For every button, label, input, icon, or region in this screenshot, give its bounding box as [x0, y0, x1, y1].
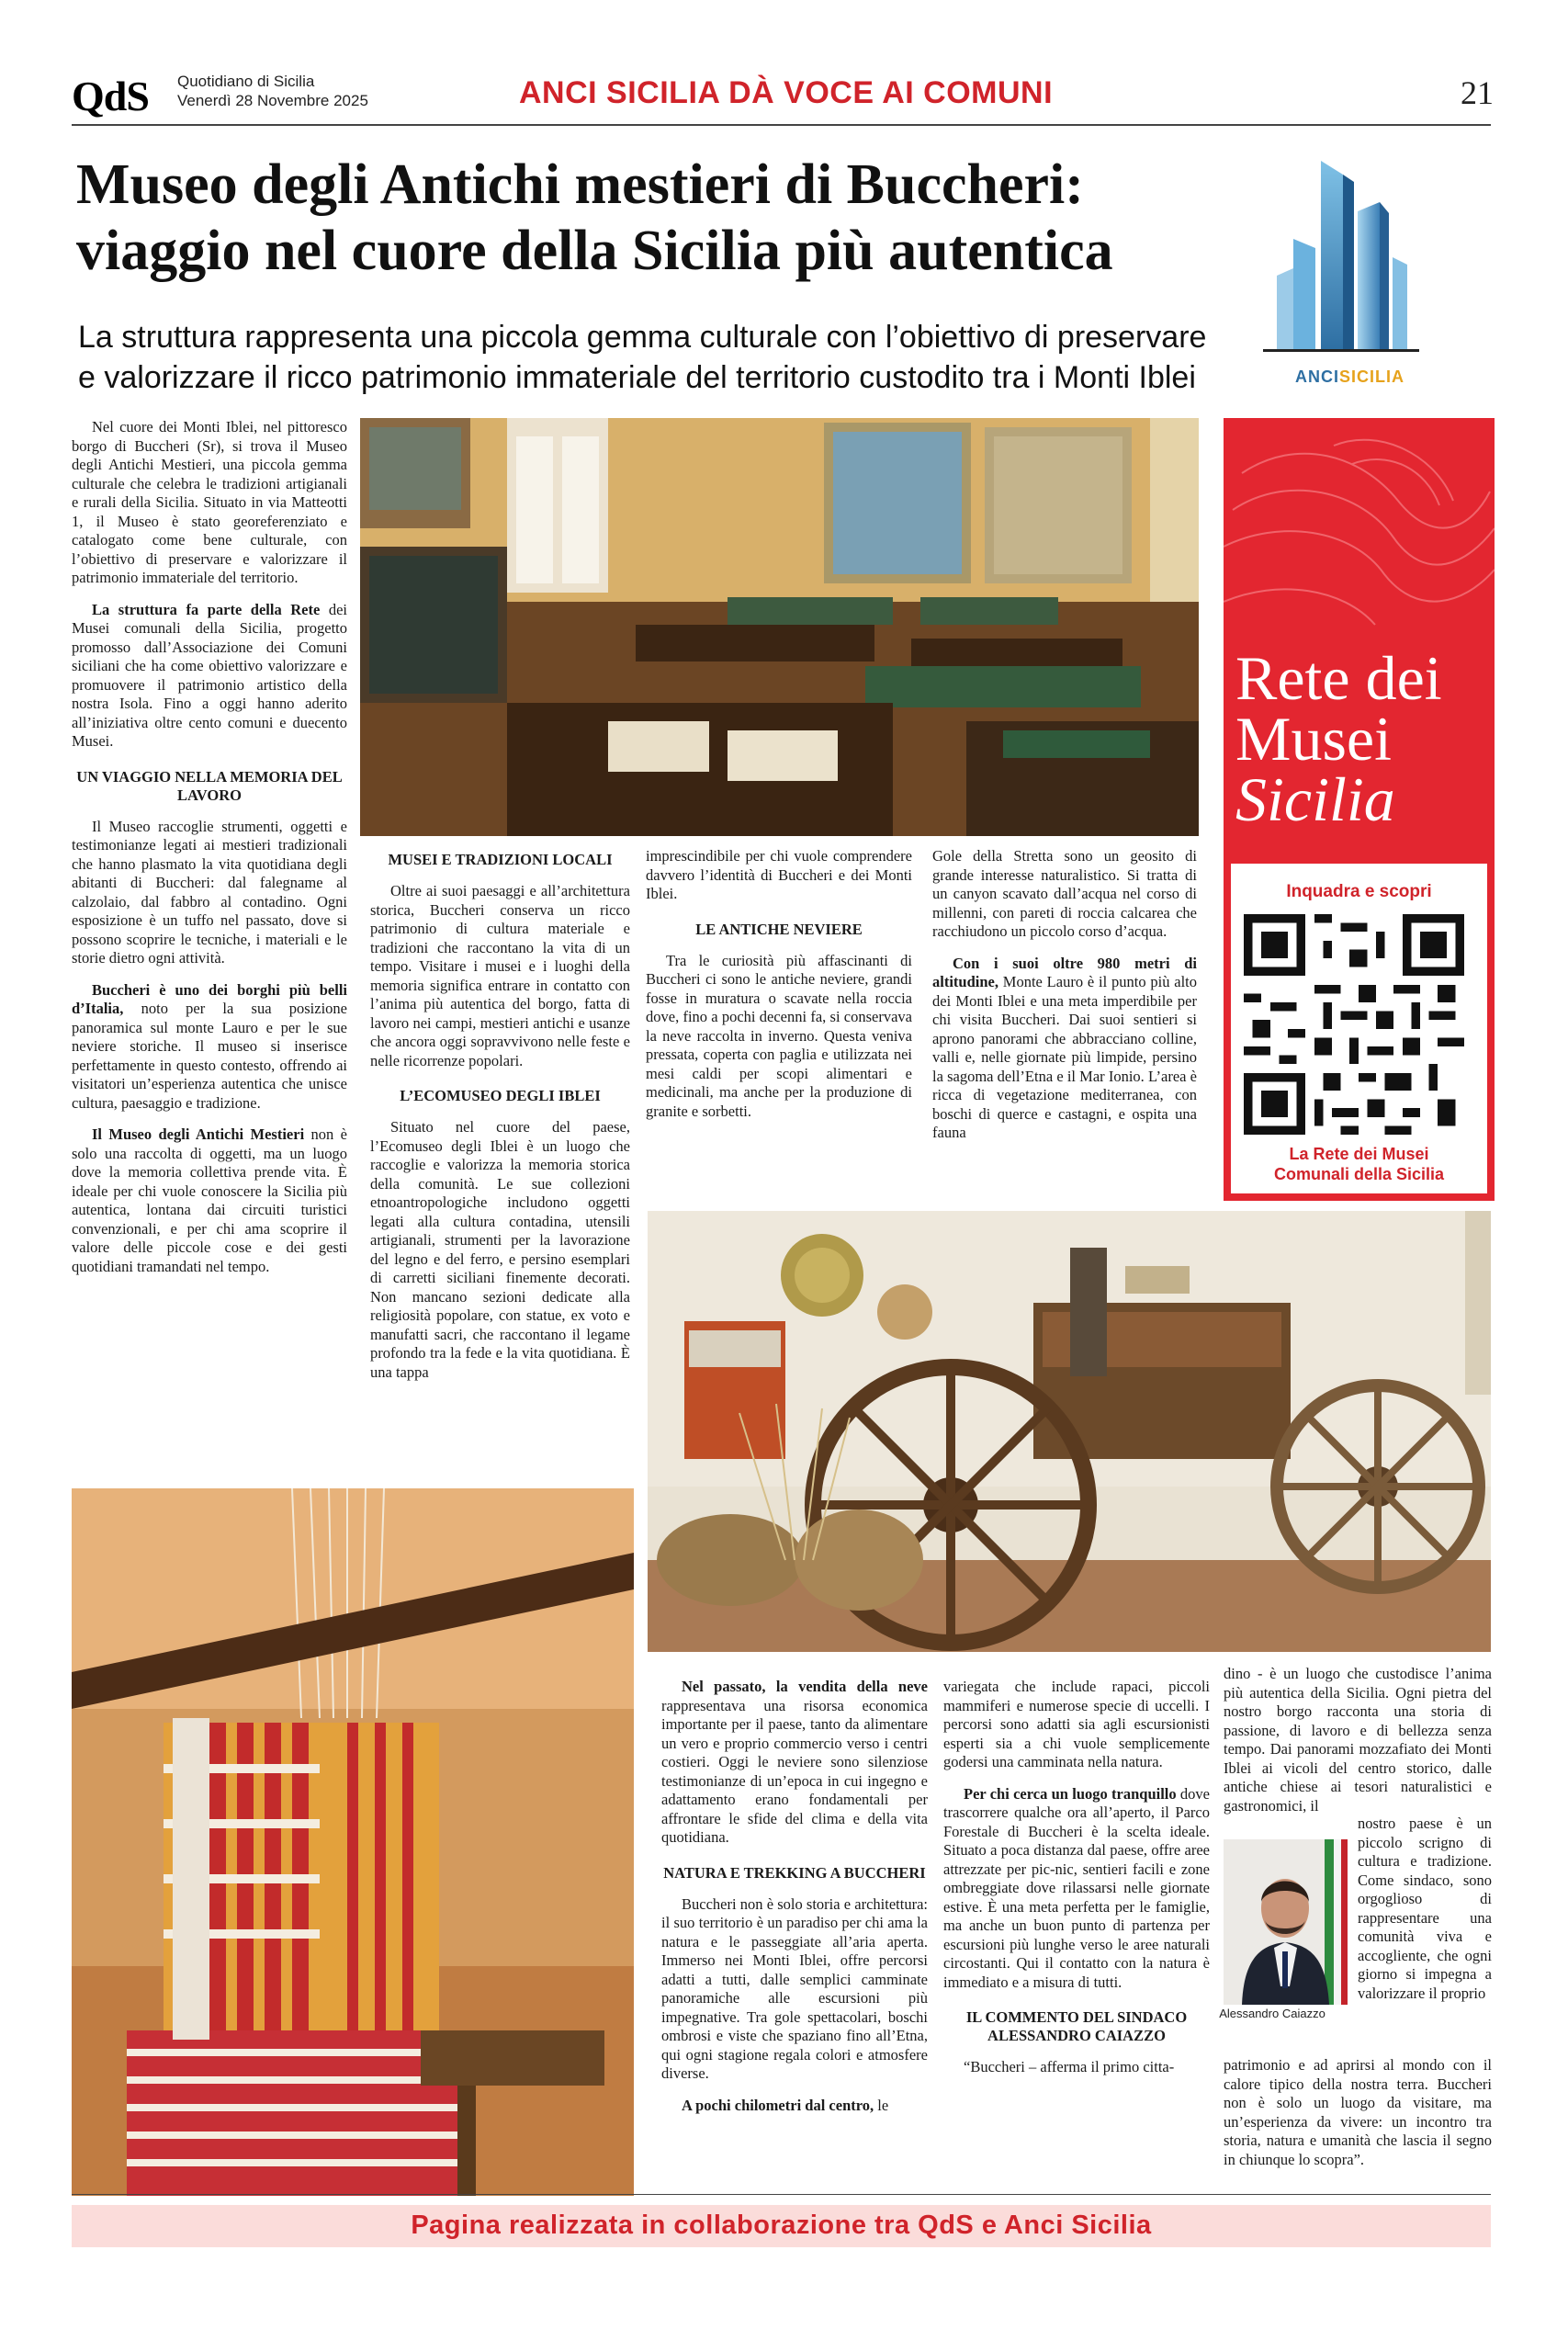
ad-footer-text — [1231, 1144, 1487, 1184]
issue-date: Venerdì 28 Novembre 2025 — [177, 92, 368, 109]
subheading: UN VIAGGIO NELLA MEMORIA DEL LAVORO — [76, 767, 343, 804]
paragraph — [661, 2097, 928, 2116]
page-number: 21 — [1461, 74, 1494, 111]
paragraph-text: dei Musei comunali della Sicilia, progetto promosso dall’Associazione dei Comuni siciliani che ha come obiettivo valorizzare e promuovere il patrimonio artistico della nostra Isola. Fino a oggi hanno aderito all’iniziativa oltre cento comuni e duecento Musei. — [72, 600, 348, 750]
article-column-1 — [72, 418, 347, 1289]
paragraph-text: Monte Lauro è il punto più alto dei Monti Iblei e una meta imperdibile per chi visita Buccheri. Dai suoi sentieri si aprono panorami che abbracciano colline, valli e, nelle giornate più limpide, persino la sagoma dell’Etna e il Mar Ionio. L’area è ricca di vegetazione mediterranea, con boschi di querce e castagni, e ospita una fauna — [932, 973, 1197, 1141]
ad-title — [1235, 643, 1442, 834]
paragraph-text: dove trascorrere qualche ora all’aperto, il Parco Forestale di Buccheri è la scelta ideale. Situato a poca distanza dal paese, offre aree attrezzate per pic-nic, sentieri facili e zone ombreggiate dove rilassarsi nelle giornate estive. È una meta perfetta per le famiglie, ma anche un buon punto di partenza per escursioni più lunghe verso le aree naturali circostanti. Qui il contatto con la natura è immediato e a misura di tutti. — [943, 1784, 1210, 1991]
paragraph — [943, 1785, 1210, 1993]
paragraph: Il Museo raccoglie strumenti, oggetti e testimonianze legati ai mestieri tradizionali che hanno plasmato la vita quotidiana degli abitanti di Buccheri: dal falegname al calzolaio, dal fabbro al contadino. Ogni esposizione è un tuffo nel passato, dove si possono scoprire le tecniche, i materiali e le storie dietro ogni attività. — [72, 817, 347, 967]
section-title: ANCI SICILIA DÀ VOCE AI COMUNI — [519, 75, 1054, 110]
paragraph: patrimonio e ad aprirsi al mondo con il calore tipico della nostra terra. Buccheri non è solo un luogo da visitare, ma un’esperienza da vivere: un incontro tra storia, natura e umanità che lascia il segno in chiunque lo scopra”. — [1224, 2056, 1492, 2168]
paragraph: Nel cuore dei Monti Iblei, nel pittoresco borgo di Buccheri (Sr), si trova il Museo degli Antichi Mestieri, una piccola gemma culturale che celebra le tradizioni artigianali e rurali della Sicilia. Situato in via Matteotti 1, il Museo è stato georeferenziato e catalogato come bene culturale, con l’obiettivo di preservare e valorizzare il patrimonio immateriale del territorio. — [72, 418, 347, 586]
lead-in: Nel passato, la vendita della neve — [682, 1678, 928, 1695]
subheadline — [78, 317, 1235, 398]
lead-in: Con i suoi oltre 980 metri di altitudine, — [932, 954, 1197, 990]
article-column-6 — [943, 1678, 1210, 2090]
subhead-line-1: La struttura rappresenta una piccola gemma culturale con l’obiettivo di preservare — [78, 320, 1207, 355]
lead-in: Il Museo degli Antichi Mestieri — [92, 1125, 305, 1143]
paragraph: variegata che include rapaci, piccoli mammiferi e numerose specie di uccelli. I percorsi sono adatti sia agli escursionisti esperti sia a chi vuole semplicemente godersi una camminata nella natura. — [943, 1678, 1210, 1770]
photo-mayor-portrait — [1224, 1839, 1348, 2005]
paragraph: Oltre ai suoi paesaggi e all’architettura storica, Buccheri conserva un ricco patrimonio di cultura materiale e tradizioni che raccontano la vita di un tempo. Visitare i musei e i luoghi della memoria significa entrare in contatto con l’anima più autentica del borgo, fatta di lavoro nei campi, mestieri antichi e usanze che ancora oggi sopravvivono nelle feste e nelle ricorrenze popolari. — [370, 882, 630, 1069]
ad-call-to-action: Inquadra e scopri — [1286, 882, 1432, 901]
footer-text: Pagina realizzata in collaborazione tra QdS e Anci Sicilia — [411, 2211, 1152, 2240]
paragraph: Gole della Stretta sono un geosito di grande interesse naturalistico. Si tratta di un canyon scavato dall’acqua nel corso di millenni, con pareti di roccia calcarea che racchiudono un piccolo corso d’acqua. — [932, 847, 1197, 940]
lead-in: A pochi chilometri dal centro, — [682, 2096, 874, 2114]
headline — [76, 152, 1234, 284]
article-column-4 — [932, 847, 1197, 1156]
paragraph-text: non è solo una raccolta di oggetti, ma un luogo dove la memoria collettiva prende vita. È ideale per chi vuole conoscere la Sicilia più autentica, lontana dai circuiti turistici convenzionali, e per chi ama scoprire il valore delle piccole cose e dei gesti quotidiani tramandati nel tempo. — [72, 1125, 347, 1275]
paragraph-text: rappresentava una risorsa economica importante per il paese, tanto da alimentare un vero e proprio commercio verso i centri costieri. Oggi le neviere sono silenziose testimonianze di un’epoca in cui ingegno e adattamento erano fondamentali per affrontare le sfide del clima e della vita quotidiana. — [661, 1696, 928, 1846]
paragraph-text: le — [877, 2096, 889, 2114]
subhead-line-2: e valorizzare il ricco patrimonio immateriale del territorio custodito tra i Monti Iblei — [78, 360, 1196, 395]
newspaper-logo: QdS — [72, 73, 149, 119]
paragraph: nostro paese è un piccolo scrigno di cultura e tradizione. Come sindaco, sono orgoglioso di rappresentare una comunità viva e accogliente, che ogni giorno si impegna a valorizzare il proprio — [1358, 1815, 1492, 2002]
paragraph — [72, 1125, 347, 1276]
footer-rule — [72, 2194, 1491, 2195]
paragraph: Tra le curiosità più affascinanti di Buccheri ci sono le antiche neviere, grandi fosse in muratura o scavate nella roccia dove, fino a pochi decenni fa, si conservava la neve raccolta in inverno. Questa veniva pressata, coperta con paglia e utilizzata nei mesi caldi per scopi alimentari e medicinali, ma anche per la produzione di granite e sorbetti. — [646, 951, 912, 1120]
paragraph: imprescindibile per chi vuole comprendere davvero l’identità di Buccheri e dei Monti Iblei. — [646, 847, 912, 902]
lead-in: Per chi cerca un luogo tranquillo — [964, 1784, 1177, 1803]
subheading: L’ECOMUSEO DEGLI IBLEI — [400, 1087, 601, 1104]
paragraph-text: noto per la sua posizione panoramica sul monte Lauro e per le sue neviere storiche. Il museo si inserisce perfettamente in questo contesto, offrendo ai visitatori un’esperienza autentica che unisce cultura, paesaggio e tradizione. — [72, 1000, 348, 1112]
subheading: LE ANTICHE NEVIERE — [695, 920, 863, 938]
photo-weaving-loom — [72, 1488, 634, 2196]
paragraph — [932, 955, 1197, 1143]
lead-in: La struttura fa parte della Rete — [92, 600, 321, 618]
ad-title-line: Rete dei — [1235, 643, 1442, 713]
header-rule — [72, 124, 1491, 126]
article-column-7-top — [1224, 1665, 1492, 1828]
ad-title-line: Musei — [1235, 704, 1392, 774]
ad-footer-line: Comunali della Sicilia — [1273, 1165, 1445, 1183]
headline-line-2: viaggio nel cuore della Sicilia più autentica — [76, 220, 1113, 282]
article-column-3 — [646, 847, 912, 1134]
newspaper-name: Quotidiano di Sicilia — [177, 73, 315, 90]
subheading: MUSEI E TRADIZIONI LOCALI — [388, 851, 613, 868]
paragraph: Situato nel cuore del paese, l’Ecomuseo degli Iblei è un luogo che raccoglie e valorizza la memoria storica della comunità. Le sue collezioni etnoantropologiche includono oggetti legati alla cultura contadina, utensili artigianali, strumenti per la lavorazione del legno e del ferro, e persino esemplari di carretti siciliani finemente decorati. Non mancano sezioni dedicate alla religiosità popolare, con statue, ex voto e manufatti sacri, che raccontano il legame profondo tra la fede e la vita quotidiana. È una tappa — [370, 1118, 630, 1381]
newspaper-meta — [177, 72, 368, 110]
anci-sicilia-wordmark — [1295, 368, 1404, 387]
ad-footer-line: La Rete dei Musei — [1289, 1145, 1429, 1163]
anci-word: ANCI — [1295, 368, 1339, 386]
lead-in: Buccheri è uno dei borghi più belli d’Italia, — [72, 980, 347, 1017]
ad-title-line: Sicilia — [1235, 764, 1395, 834]
anci-sicilia-logo — [1258, 156, 1424, 368]
qr-code[interactable] — [1240, 914, 1468, 1135]
sicilia-word: SICILIA — [1339, 368, 1405, 386]
paragraph: “Buccheri – afferma il primo citta- — [964, 2058, 1175, 2075]
photo-museum-classroom — [360, 418, 1199, 836]
article-column-7-bottom — [1224, 2056, 1492, 2182]
article-column-2 — [370, 847, 630, 1395]
subheading: NATURA E TREKKING A BUCCHERI — [663, 1863, 926, 1882]
paragraph — [72, 601, 347, 752]
paragraph: dino - è un luogo che custodisce l’anima più autentica della Sicilia. Ogni pietra del nostro borgo racconta una storia di passione, di lavoro e di bellezza senza tempo. Dai panorami mozzafiato dei Monti Iblei ai vicoli del centro storico, dalle antiche chiese ai tesori naturalistici e gastronomici, il — [1224, 1665, 1492, 1815]
paragraph — [661, 1678, 928, 1848]
headline-line-1: Museo degli Antichi mestieri di Buccheri: — [76, 153, 1084, 216]
article-column-5 — [661, 1678, 928, 2128]
photo-caption: Alessandro Caiazzo — [1219, 2007, 1325, 2020]
photo-sicilian-cart — [648, 1211, 1491, 1652]
subheading: IL COMMENTO DEL SINDACO ALESSANDRO CAIAZZO — [965, 2008, 1188, 2044]
paragraph — [72, 981, 347, 1114]
article-column-7-wrap — [1358, 1815, 1492, 2016]
paragraph: Buccheri non è solo storia e architettura: il suo territorio è un paradiso per chi ama la natura e le passeggiate all’aria aperta. Immerso nei Monti Iblei, offre percorsi adatti a tutti, dalle semplici camminate panoramiche alle escursioni più impegnative. Tra gole spettacolari, boschi ombrosi e viste che spaziano fino all’Etna, qui ogni stagione regala colori e atmosfere diverse. — [661, 1894, 928, 2082]
